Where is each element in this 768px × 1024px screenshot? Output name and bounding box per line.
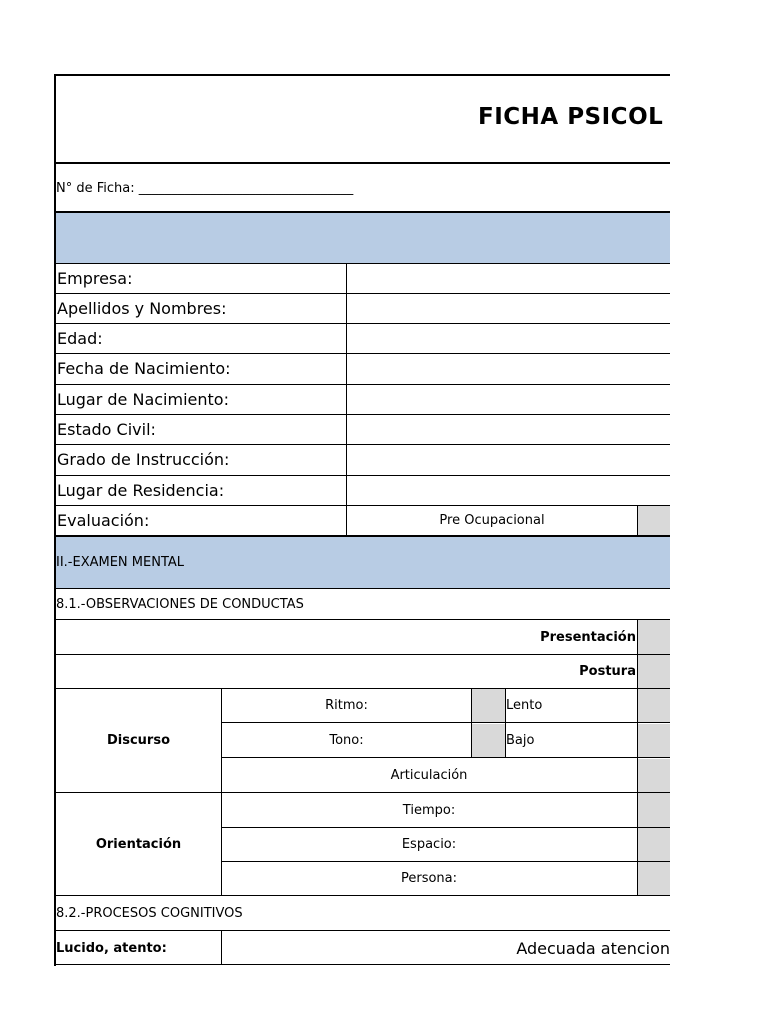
field-empresa[interactable] bbox=[347, 263, 670, 293]
label-persona: Persona: bbox=[400, 871, 458, 886]
section-title-examen: II.-EXAMEN MENTAL bbox=[56, 555, 185, 570]
field-grado-instruccion[interactable] bbox=[347, 444, 670, 475]
rule-row bbox=[54, 444, 670, 445]
rule-row bbox=[54, 475, 670, 476]
persona-checkbox[interactable] bbox=[638, 862, 670, 895]
label-grado-instruccion: Grado de Instrucción: bbox=[57, 450, 230, 469]
label-edad: Edad: bbox=[57, 328, 103, 348]
rule-row bbox=[54, 930, 670, 931]
rule-ficha bbox=[54, 211, 670, 213]
rule-row bbox=[221, 722, 670, 723]
field-fecha-nacimiento[interactable] bbox=[347, 353, 670, 384]
rule-row bbox=[54, 895, 670, 896]
articulacion-checkbox[interactable] bbox=[638, 759, 670, 792]
field-estado-civil[interactable] bbox=[347, 414, 670, 444]
presentacion-checkbox[interactable] bbox=[638, 620, 670, 654]
rule-col-sub bbox=[471, 688, 472, 758]
label-presentacion: Presentación bbox=[540, 629, 636, 645]
section-band-datos bbox=[56, 213, 670, 263]
postura-checkbox[interactable] bbox=[638, 655, 670, 688]
rule-datos-end bbox=[54, 535, 670, 537]
value-tono: Bajo bbox=[506, 732, 535, 748]
rule-col-lucido bbox=[221, 930, 222, 965]
border-left bbox=[54, 74, 56, 966]
rule-row bbox=[54, 792, 670, 793]
label-discurso: Discurso bbox=[106, 732, 171, 748]
tono-bajo-checkbox[interactable] bbox=[638, 724, 670, 757]
label-apellidos-nombres: Apellidos y Nombres: bbox=[57, 298, 227, 318]
rule-row bbox=[54, 688, 670, 689]
label-lucido: Lucido, atento: bbox=[56, 940, 167, 956]
evaluacion-checkbox[interactable] bbox=[638, 506, 670, 535]
value-lucido: Adecuada atencion bbox=[516, 938, 670, 958]
rule-col-group bbox=[221, 688, 222, 896]
rule-row bbox=[54, 414, 670, 415]
label-lugar-residencia: Lugar de Residencia: bbox=[57, 480, 225, 500]
rule-col-eval bbox=[637, 505, 638, 536]
label-espacio: Espacio: bbox=[401, 836, 457, 852]
label-fecha-nacimiento: Fecha de Nacimiento: bbox=[57, 359, 231, 378]
page-title: FICHA PSICOL bbox=[478, 104, 664, 130]
rule-row bbox=[221, 861, 670, 862]
ficha-sheet bbox=[54, 74, 670, 966]
field-lugar-nacimiento[interactable] bbox=[347, 384, 670, 414]
rule-row bbox=[54, 353, 670, 354]
tiempo-checkbox[interactable] bbox=[638, 793, 670, 827]
label-empresa: Empresa: bbox=[57, 268, 133, 288]
espacio-checkbox[interactable] bbox=[638, 828, 670, 861]
rule-col-datos bbox=[346, 263, 347, 536]
rule-row bbox=[54, 619, 670, 620]
label-postura: Postura bbox=[579, 663, 636, 679]
rule-row bbox=[221, 757, 670, 758]
rule-row bbox=[54, 293, 670, 294]
ritmo-checkbox[interactable] bbox=[472, 689, 505, 722]
rule-row bbox=[54, 263, 670, 264]
rule-row bbox=[54, 588, 670, 589]
rule-row bbox=[54, 505, 670, 506]
subsection-observaciones: 8.1.-OBSERVACIONES DE CONDUCTAS bbox=[56, 596, 304, 612]
border-top bbox=[54, 74, 670, 76]
rule-row bbox=[221, 827, 670, 828]
rule-row bbox=[54, 323, 670, 324]
ficha-number-label: N° de Ficha: _________________________________ bbox=[56, 180, 354, 196]
rule-row bbox=[54, 384, 670, 385]
field-evaluacion[interactable]: Pre Ocupacional bbox=[439, 513, 545, 528]
ritmo-lento-checkbox[interactable] bbox=[638, 689, 670, 722]
rule-title bbox=[54, 162, 670, 164]
label-ritmo: Ritmo: bbox=[325, 697, 368, 713]
field-apellidos-nombres[interactable] bbox=[347, 293, 670, 323]
label-lugar-nacimiento: Lugar de Nacimiento: bbox=[57, 389, 229, 409]
field-lugar-residencia[interactable] bbox=[347, 475, 670, 505]
border-bottom bbox=[54, 964, 670, 965]
label-articulacion: Articulación bbox=[390, 767, 468, 783]
label-evaluacion: Evaluación: bbox=[57, 511, 150, 530]
rule-col-sub bbox=[505, 688, 506, 758]
label-estado-civil: Estado Civil: bbox=[57, 419, 156, 439]
label-orientacion: Orientación bbox=[95, 837, 182, 852]
field-edad[interactable] bbox=[347, 323, 670, 353]
tono-checkbox[interactable] bbox=[472, 724, 505, 757]
value-ritmo: Lento bbox=[506, 697, 543, 713]
subsection-procesos: 8.2.-PROCESOS COGNITIVOS bbox=[56, 905, 243, 921]
label-tiempo: Tiempo: bbox=[402, 802, 456, 818]
label-tono: Tono: bbox=[329, 732, 364, 748]
rule-row bbox=[54, 654, 670, 655]
rule-col-check bbox=[637, 619, 638, 896]
